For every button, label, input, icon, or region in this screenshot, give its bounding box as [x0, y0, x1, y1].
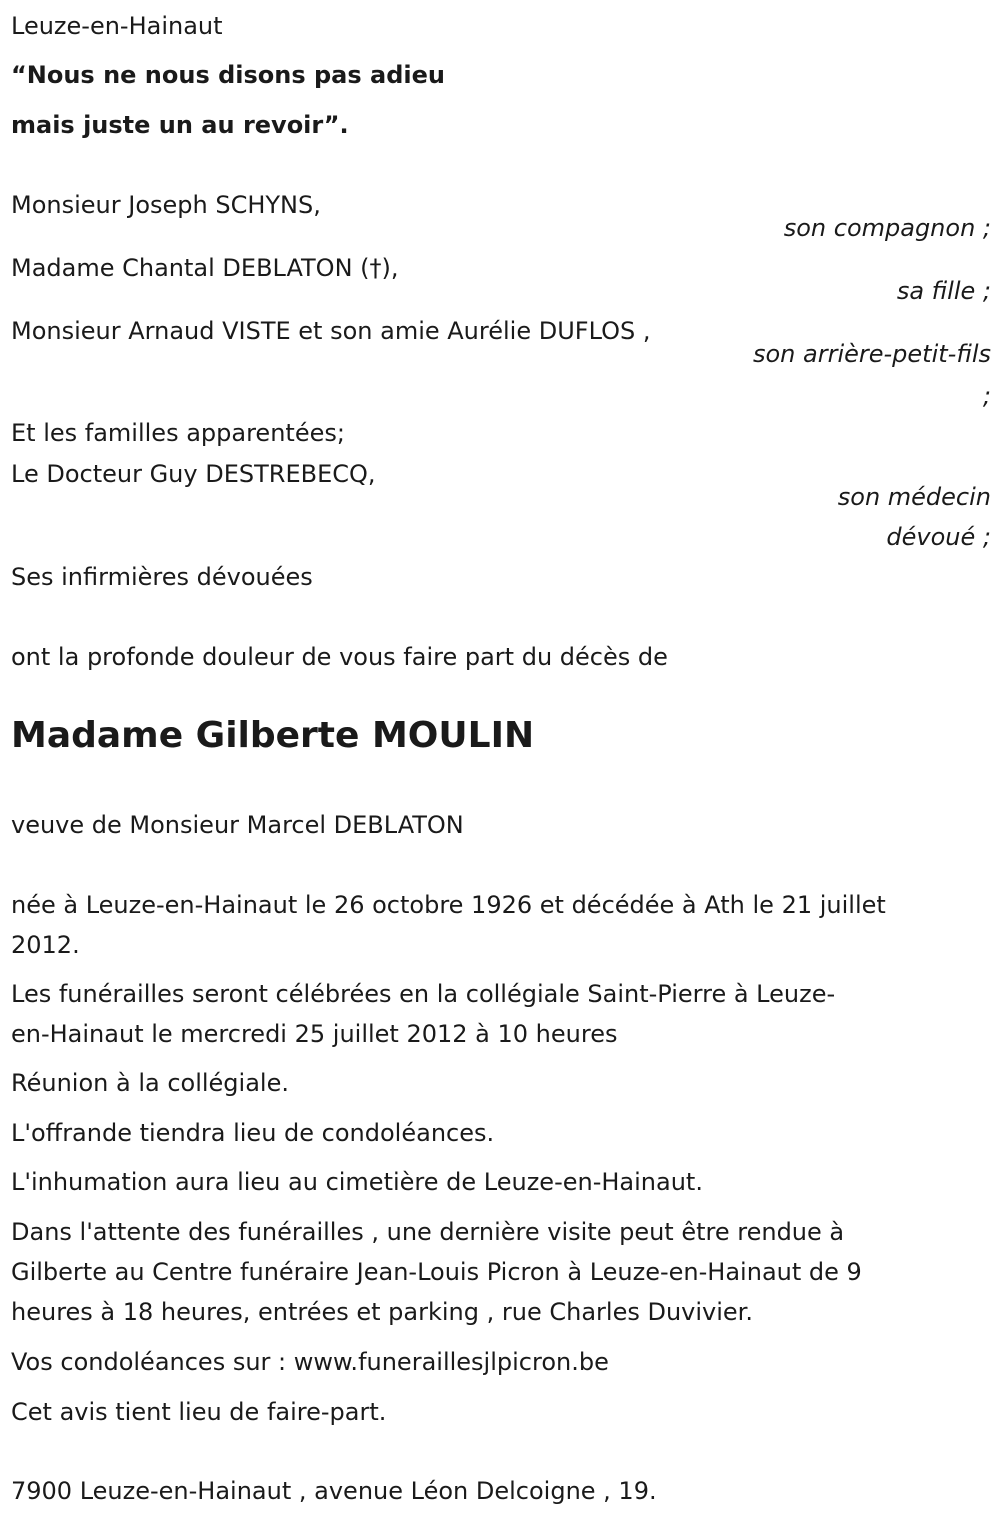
- birth-death: née à Leuze-en-Hainaut le 26 octobre 1926 et décédée à Ath le 21 juillet: [11, 891, 886, 919]
- address: 7900 Leuze-en-Hainaut , avenue Léon Delcoigne , 19.: [11, 1477, 657, 1505]
- doctor-relation-continued: dévoué ;: [886, 523, 991, 551]
- funeral-info-continued: en-Hainaut le mercredi 25 juillet 2012 à 10 heures: [11, 1020, 618, 1048]
- town-heading: Leuze-en-Hainaut: [11, 12, 223, 40]
- doctor-name: Le Docteur Guy DESTREBECQ,: [11, 460, 376, 488]
- family-member-name: Monsieur Arnaud VISTE et son amie Aurélie DUFLOS ,: [11, 317, 651, 345]
- announcement: ont la profonde douleur de vous faire part du décès de: [11, 643, 668, 671]
- visit-info-continued: heures à 18 heures, entrées et parking , rue Charles Duvivier.: [11, 1298, 753, 1326]
- funeral-info: Les funérailles seront célébrées en la collégiale Saint-Pierre à Leuze-: [11, 980, 836, 1008]
- quote-line-1: “Nous ne nous disons pas adieu: [11, 61, 445, 89]
- family-member-relation: son compagnon ;: [783, 214, 991, 242]
- quote-line-2: mais juste un au revoir”.: [11, 111, 349, 139]
- offering-info: L'offrande tiendra lieu de condoléances.: [11, 1119, 495, 1147]
- widow-of: veuve de Monsieur Marcel DEBLATON: [11, 811, 464, 839]
- deceased-name: Madame Gilberte MOULIN: [11, 715, 535, 756]
- burial-info: L'inhumation aura lieu au cimetière de Leuze-en-Hainaut.: [11, 1168, 703, 1196]
- visit-info-continued: Gilberte au Centre funéraire Jean-Louis Picron à Leuze-en-Hainaut de 9: [11, 1258, 862, 1286]
- family-member-relation: son arrière-petit-fils: [752, 340, 991, 368]
- visit-info: Dans l'attente des funérailles , une dernière visite peut être rendue à: [11, 1218, 845, 1246]
- family-member-relation: sa fille ;: [896, 277, 991, 305]
- family-member-name: Madame Chantal DEBLATON (†),: [11, 254, 399, 282]
- meeting-info: Réunion à la collégiale.: [11, 1069, 289, 1097]
- family-member-relation-continued: ;: [982, 382, 991, 410]
- family-member-name: Monsieur Joseph SCHYNS,: [11, 191, 321, 219]
- condolences-link: Vos condoléances sur : www.funeraillesjlpicron.be: [11, 1348, 609, 1376]
- doctor-relation: son médecin: [837, 483, 991, 511]
- birth-death-continued: 2012.: [11, 931, 80, 959]
- related-families: Et les familles apparentées;: [11, 419, 345, 447]
- notice: Cet avis tient lieu de faire-part.: [11, 1398, 387, 1426]
- nurses: Ses infirmières dévouées: [11, 563, 313, 591]
